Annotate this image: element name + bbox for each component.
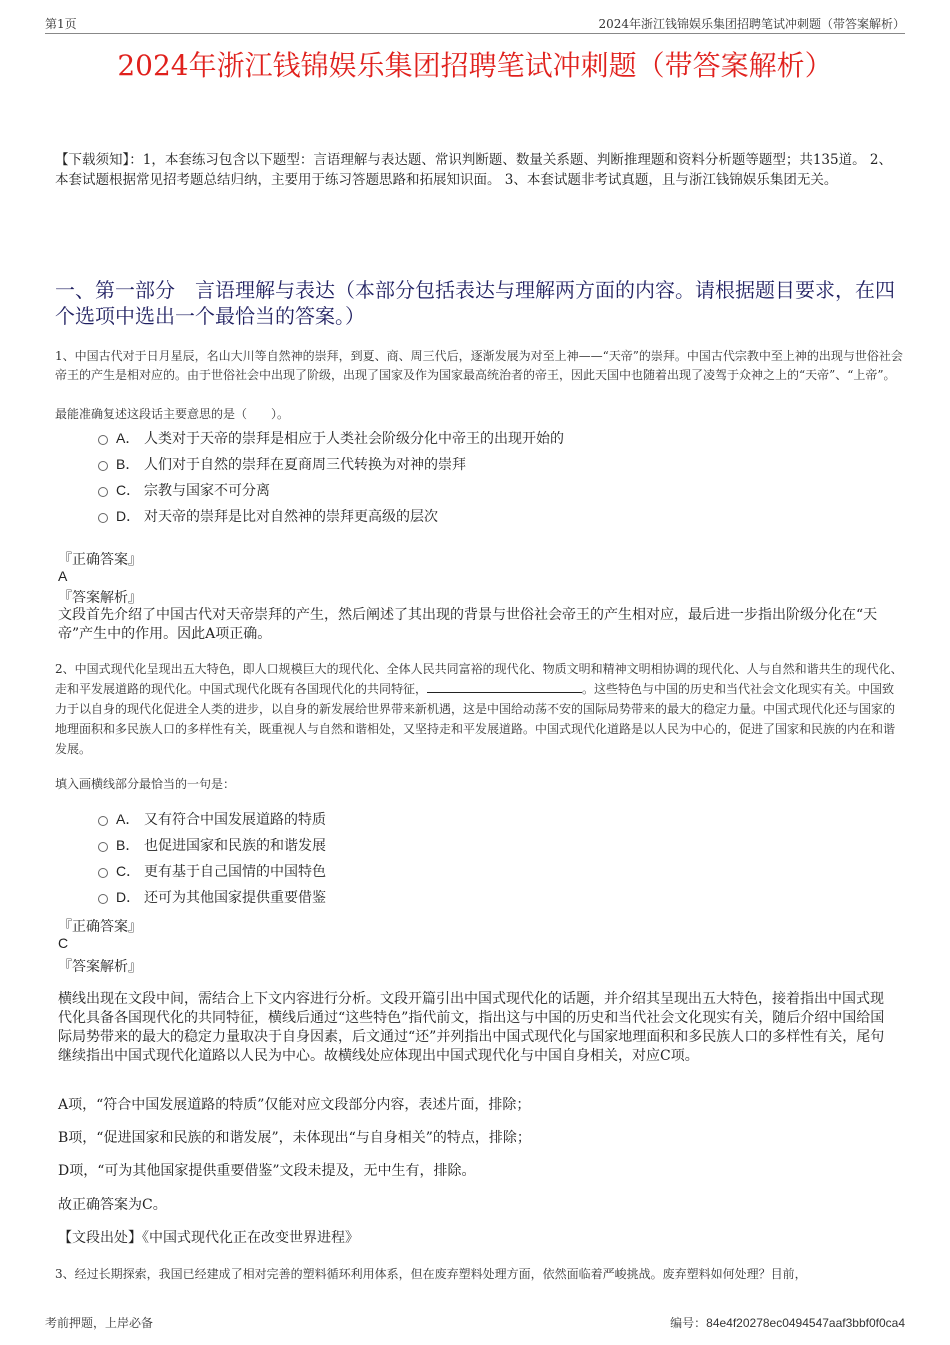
question-2-note-a: A项，“符合中国发展道路的特质”仅能对应文段部分内容，表述片面，排除； <box>58 1097 531 1113</box>
question-2-note-b: B项，“促进国家和民族的和谐发展”，未体现出“与自身相关”的特点，排除； <box>58 1130 531 1146</box>
question-1-explanation: 文段首先介绍了中国古代对天帝崇拜的产生，然后阐述了其出现的背景与世俗社会帝王的产生相对应，最后进一步指出阶级分化在“天帝”产生中的作用。因此A项正确。 <box>58 607 878 642</box>
radio-icon[interactable] <box>98 868 108 878</box>
question-1-option-a[interactable]: A． 人类对于天帝的崇拜是相应于人类社会阶级分化中帝王的出现开始的 <box>98 427 564 449</box>
radio-icon[interactable] <box>98 461 108 471</box>
page-title: 2024年浙江钱锦娱乐集团招聘笔试冲刺题（带答案解析） <box>117 49 833 82</box>
radio-icon[interactable] <box>98 842 108 852</box>
question-2-conclusion: 故正确答案为C。 <box>58 1197 167 1213</box>
question-1-option-b[interactable]: B． 人们对于自然的崇拜在夏商周三代转换为对神的崇拜 <box>98 453 466 475</box>
header-divider <box>45 33 905 34</box>
question-2-text: 2、中国式现代化呈现出五大特色，即人口规模巨大的现代化、全体人民共同富裕的现代化、物质文明和精神文明相协调的现代化、人与自然和谐共生的现代化、走和平发展道路的现代化。中国式现代化既有各国现代化的共同特征， 。这些特色与中国的历史和当代社会文化现实有关。中国致力于以自身的现代化促进全人类的进步，以自身的新发展给世界带来新机遇，这是中国给动荡不安的国际局势带来的最大的稳定力量。中国式现代化还与国家的地理面积和多民族人口的多样性有关，既重视人与自然和谐相处，又坚持走和平发展道路。中国式现代化道路是以人民为中心的，促进了国家和民族的内在和谐发展。 <box>55 662 903 756</box>
question-2-prompt: 填入画横线部分最恰当的一句是： <box>55 777 236 791</box>
radio-icon[interactable] <box>98 513 108 523</box>
question-1-explain-label: 『答案解析』 <box>58 590 142 606</box>
question-2-option-d[interactable]: D． 还可为其他国家提供重要借鉴 <box>98 886 326 908</box>
question-1-option-c[interactable]: C． 宗教与国家不可分离 <box>98 479 270 501</box>
question-2-answer-label: 『正确答案』 <box>58 919 142 935</box>
question-1-answer-label: 『正确答案』 <box>58 552 142 568</box>
question-2-option-c[interactable]: C． 更有基于自己国情的中国特色 <box>98 860 326 882</box>
radio-icon[interactable] <box>98 894 108 904</box>
question-1-prompt: 最能准确复述这段话主要意思的是（ ）。 <box>55 407 290 421</box>
radio-icon[interactable] <box>98 816 108 826</box>
question-2-option-a[interactable]: A． 又有符合中国发展道路的特质 <box>98 808 326 830</box>
radio-icon[interactable] <box>98 487 108 497</box>
question-3-text: 3、经过长期探索，我国已经建成了相对完善的塑料循环利用体系，但在废弃塑料处理方面，依然面临着严峻挑战。废弃塑料如何处理？目前， <box>55 1267 807 1281</box>
radio-icon[interactable] <box>98 435 108 445</box>
download-notice: 【下载须知】：1，本套练习包含以下题型：言语理解与表达题、常识判断题、数量关系题、判断推理题和资料分析题等题型；共135道。 2、本套试题根据常见招考题总结归纳，主要用于练习答题思路和拓展知识面。 3、本套试题非考试真题，且与浙江钱锦娱乐集团无关。 <box>55 152 892 188</box>
question-2-source: 【文段出处】《中国式现代化正在改变世界进程》 <box>58 1230 359 1246</box>
question-1-answer: A <box>58 568 68 584</box>
page-number: 第1页 <box>45 17 77 31</box>
answer-blank <box>427 679 582 693</box>
question-2-option-b[interactable]: B． 也促进国家和民族的和谐发展 <box>98 834 326 856</box>
footer-doc-id: 编号：84e4f20278ec0494547aaf3bbf0f0ca4 <box>670 1316 905 1330</box>
footer-slogan: 考前押题，上岸必备 <box>45 1316 154 1330</box>
section-heading: 一、第一部分 言语理解与表达（本部分包括表达与理解两方面的内容。请根据题目要求，在四个选项中选出一个最恰当的答案。） <box>55 278 895 328</box>
question-2-note-d: D项，“可为其他国家提供重要借鉴”文段未提及，无中生有，排除。 <box>58 1163 476 1179</box>
question-1-option-d[interactable]: D． 对天帝的崇拜是比对自然神的崇拜更高级的层次 <box>98 505 438 527</box>
header-doc-title: 2024年浙江钱锦娱乐集团招聘笔试冲刺题（带答案解析） <box>598 17 905 31</box>
question-2-explanation: 横线出现在文段中间，需结合上下文内容进行分析。文段开篇引出中国式现代化的话题，并介绍其呈现出五大特色，接着指出中国式现代化具备各国现代化的共同特征，横线后通过“这些特色”指代前文，指出这与中国的历史和当代社会文化现实有关，随后介绍中国给国际局势带来的最大的稳定力量取决于自身因素，后文通过“还”并列指出中国式现代化与国家地理面积和多民族人口的多样性有关，尾句继续指出中国式现代化道路以人民为中心。故横线处应体现出中国式现代化与中国自身相关，对应C项。 <box>58 991 885 1064</box>
question-1-text: 1、中国古代对于日月星辰，名山大川等自然神的崇拜，到夏、商、周三代后，逐渐发展为对至上神——“天帝”的崇拜。中国古代宗教中至上神的出现与世俗社会帝王的产生是相对应的。由于世俗社会中出现了阶级，出现了国家及作为国家最高统治者的帝王，因此天国中也随着出现了凌驾于众神之上的“天帝”、“上帝”。 <box>55 349 903 382</box>
question-2-answer: C <box>58 935 69 951</box>
question-2-explain-label: 『答案解析』 <box>58 959 142 975</box>
